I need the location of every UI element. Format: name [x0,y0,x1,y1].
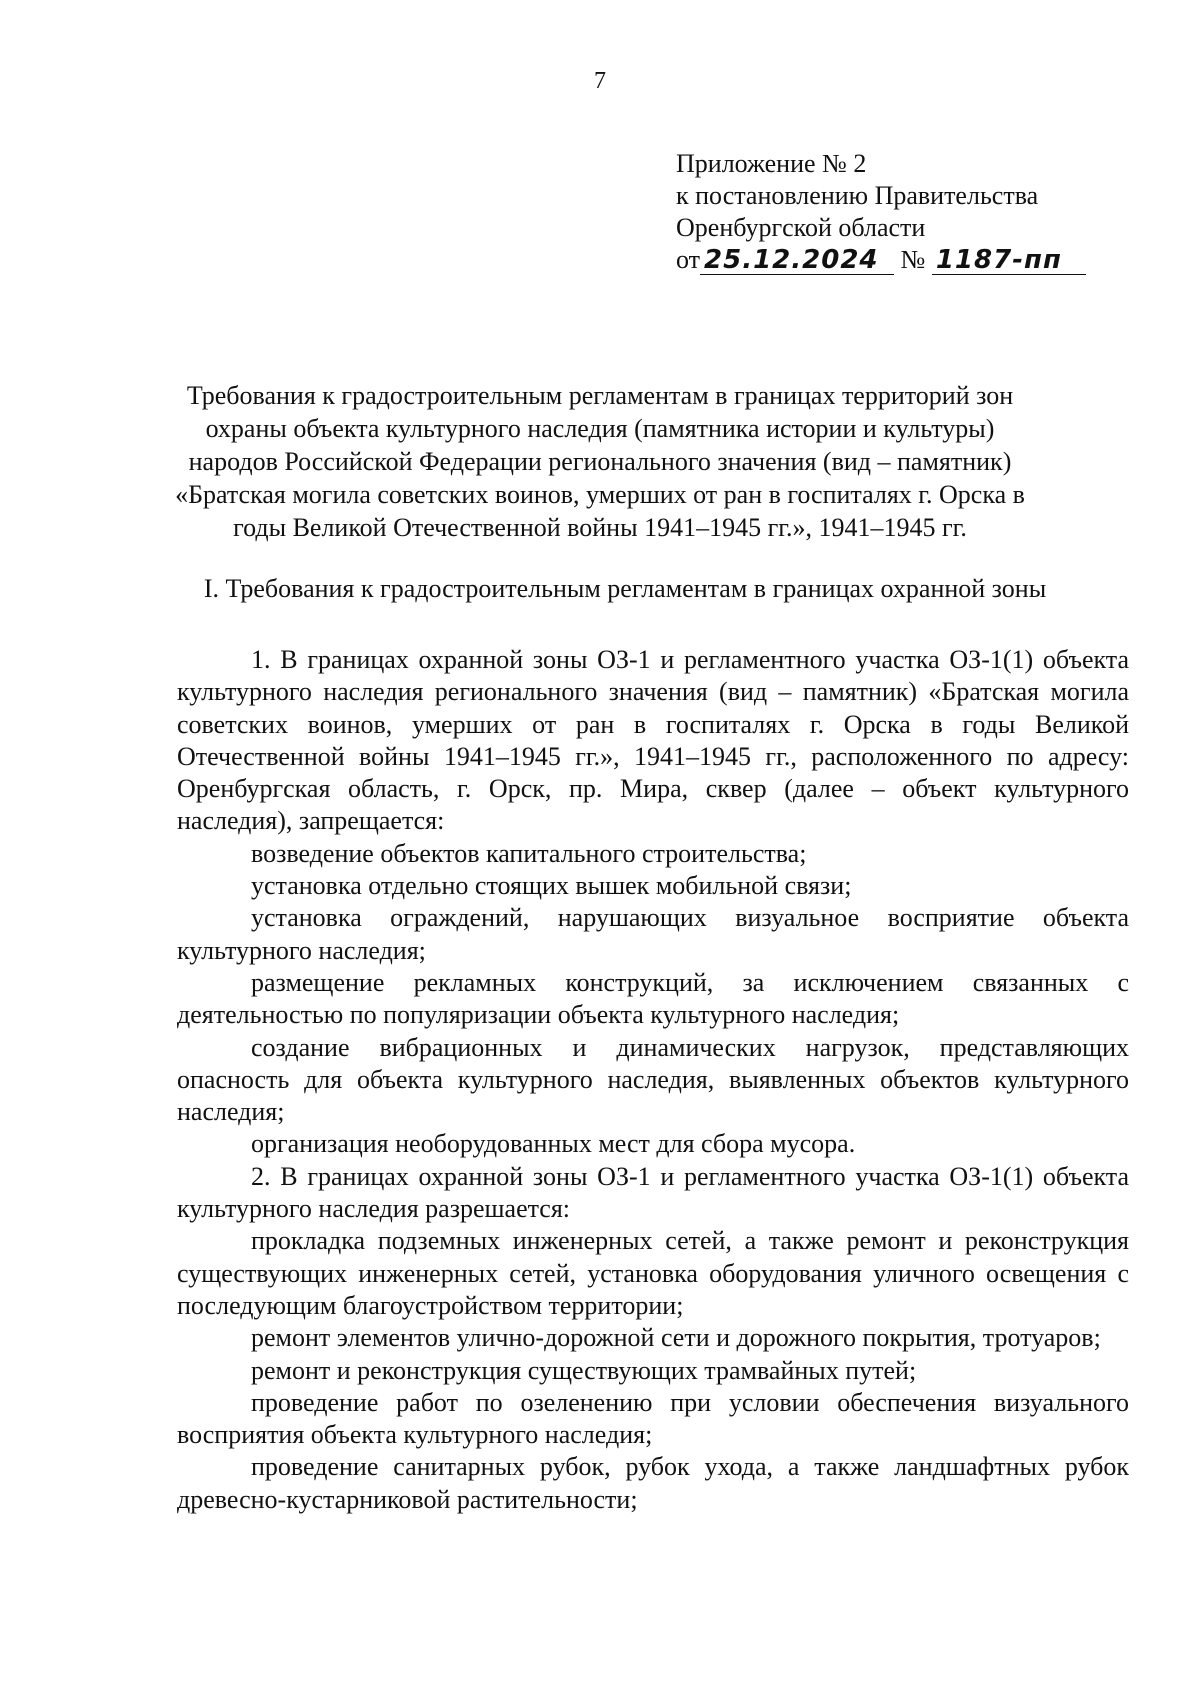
appendix-line-3: Оренбургской области [676,213,926,242]
appendix-date-line [676,244,1146,276]
handwritten-date: 25.12.2024 [700,246,894,275]
paragraph: возведение объектов капитального строительства; [251,838,807,868]
paragraph: размещение рекламных конструкций, за исключением связанных с деятельностью по популяризации объекта культурного наследия; [177,967,1129,1030]
appendix-line-1: Приложение № 2 [676,149,867,178]
paragraph: 2. В границах охранной зоны ОЗ-1 и регламентного участка ОЗ-1(1) объекта культурного наследия разрешается: [177,1161,1129,1224]
paragraph: ремонт и реконструкция существующих трамвайных путей; [251,1355,917,1385]
appendix-line-2: к постановлению Правительства [676,181,1039,210]
title-line-1: Требования к градостроительным регламентам в границах территорий зон [186,381,1014,410]
paragraph: проведение работ по озеленению при условии обеспечения визуального восприятия объекта культурного наследия; [177,1387,1129,1450]
title-line-3: народов Российской Федерации регионального значения (вид – памятник) [188,447,1012,476]
paragraph: 1. В границах охранной зоны ОЗ-1 и регламентного участка ОЗ-1(1) объекта культурного наследия регионального значения (вид – памятник) «Братская могила советских воинов, умерших от ран в госпиталях г. Орска в годы Великой Отечественной войны 1941–1945 гг.», 1941–1945 гг., расположенного по адресу: Оренбургская область, г. Орск, пр. Мира, сквер (далее – объект культурного наследия), запрещается: [177,645,1129,836]
paragraph: ремонт элементов улично-дорожной сети и дорожного покрытия, тротуаров; [251,1323,1101,1353]
number-prefix: № [900,245,926,274]
handwritten-number: 1187-пп [932,246,1086,275]
title-line-4: «Братская могила советских воинов, умерших от ран в госпиталях г. Орска в [175,480,1025,509]
document-body [177,644,1129,1516]
paragraph: прокладка подземных инженерных сетей, а также ремонт и реконструкция существующих инженерных сетей, установка оборудования уличного освещения с последующим благоустройством территории; [177,1226,1129,1320]
paragraph: организация необорудованных мест для сбора мусора. [251,1129,856,1159]
paragraph: установка ограждений, нарушающих визуальное восприятие объекта культурного наследия; [177,903,1129,965]
paragraph: установка отдельно стоящих вышек мобильной связи; [251,871,852,901]
appendix-header [676,148,1146,276]
paragraph: проведение санитарных рубок, рубок ухода, а также ландшафтных рубок древесно-кустарниковой растительности; [177,1452,1129,1514]
title-line-2: охраны объекта культурного наследия (памятника истории и культуры) [205,414,995,443]
page-number: 7 [594,68,606,94]
title-line-5: годы Великой Отечественной войны 1941–1945 гг.», 1941–1945 гг. [233,513,967,542]
document-title [150,379,1050,544]
paragraph: создание вибрационных и динамических нагрузок, представляющих опасность для объекта культурного наследия, выявленных объектов культурного наследия; [177,1032,1129,1127]
date-prefix: от [676,245,701,274]
section-heading: I. Требования к градостроительным регламентам в границах охранной зоны [203,574,1047,603]
